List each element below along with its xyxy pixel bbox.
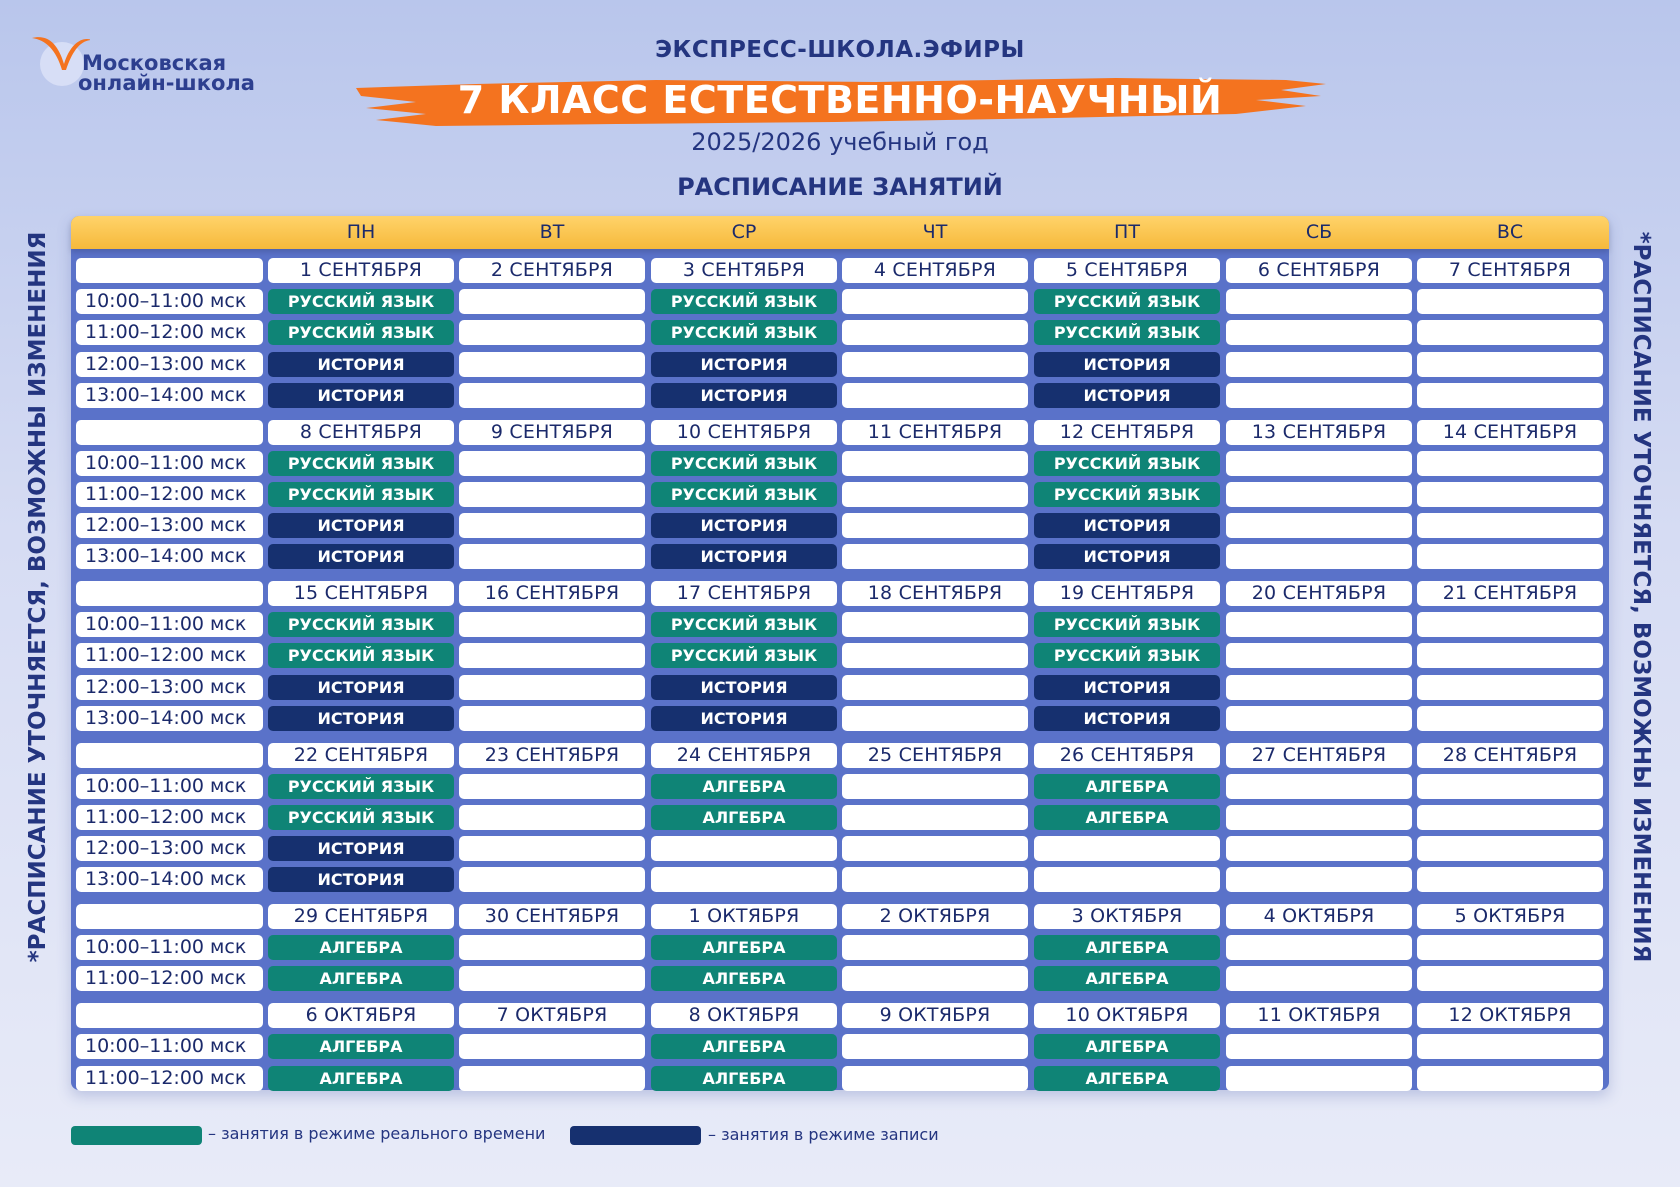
lesson-live: АЛГЕБРА	[1034, 966, 1220, 991]
empty-cell	[1417, 805, 1603, 830]
lesson-live: АЛГЕБРА	[651, 935, 837, 960]
empty-cell	[459, 544, 645, 569]
date-cell: 22 СЕНТЯБРЯ	[268, 743, 454, 768]
lesson-recorded: ИСТОРИЯ	[651, 675, 837, 700]
time-slot: 11:00–12:00 мск	[76, 1066, 263, 1091]
empty-cell	[842, 383, 1028, 408]
date-cell: 25 СЕНТЯБРЯ	[842, 743, 1028, 768]
time-slot: 11:00–12:00 мск	[76, 482, 263, 507]
date-cell: 26 СЕНТЯБРЯ	[1034, 743, 1220, 768]
date-cell: 2 СЕНТЯБРЯ	[459, 258, 645, 283]
date-cell: 27 СЕНТЯБРЯ	[1226, 743, 1412, 768]
lesson-recorded: ИСТОРИЯ	[268, 352, 454, 377]
lesson-recorded: ИСТОРИЯ	[1034, 352, 1220, 377]
lesson-live: РУССКИЙ ЯЗЫК	[268, 774, 454, 799]
lesson-recorded: ИСТОРИЯ	[651, 513, 837, 538]
date-cell: 8 ОКТЯБРЯ	[651, 1003, 837, 1028]
lesson-live: РУССКИЙ ЯЗЫК	[1034, 643, 1220, 668]
lesson-live: АЛГЕБРА	[1034, 1066, 1220, 1091]
empty-cell	[459, 935, 645, 960]
empty-cell	[842, 1066, 1028, 1091]
side-note-right: *РАСПИСАНИЕ УТОЧНЯЕТСЯ, ВОЗМОЖНЫ ИЗМЕНЕНИЯ	[1628, 231, 1654, 963]
empty-cell	[1417, 1034, 1603, 1059]
empty-cell	[459, 706, 645, 731]
empty-cell	[842, 352, 1028, 377]
empty-cell	[842, 706, 1028, 731]
time-slot: 13:00–14:00 мск	[76, 544, 263, 569]
empty-cell	[1417, 675, 1603, 700]
empty-cell	[1226, 935, 1412, 960]
lesson-live: РУССКИЙ ЯЗЫК	[268, 805, 454, 830]
lesson-recorded: ИСТОРИЯ	[1034, 675, 1220, 700]
empty-cell	[1226, 805, 1412, 830]
empty-cell	[1226, 1066, 1412, 1091]
date-cell: 14 СЕНТЯБРЯ	[1417, 420, 1603, 445]
date-cell: 11 СЕНТЯБРЯ	[842, 420, 1028, 445]
time-slot: 11:00–12:00 мск	[76, 320, 263, 345]
empty-cell	[1034, 867, 1220, 892]
empty-cell	[1417, 544, 1603, 569]
empty-cell	[1417, 867, 1603, 892]
empty-cell	[1226, 612, 1412, 637]
lesson-live: АЛГЕБРА	[268, 1066, 454, 1091]
date-cell: 6 ОКТЯБРЯ	[268, 1003, 454, 1028]
empty-cell	[1226, 352, 1412, 377]
page-title: 7 КЛАСС ЕСТЕСТВЕННО-НАУЧНЫЙ	[457, 78, 1223, 122]
lesson-live: АЛГЕБРА	[1034, 935, 1220, 960]
lesson-live: РУССКИЙ ЯЗЫК	[651, 482, 837, 507]
empty-cell	[459, 805, 645, 830]
empty-cell	[1417, 706, 1603, 731]
lesson-live: АЛГЕБРА	[1034, 1034, 1220, 1059]
date-cell: 24 СЕНТЯБРЯ	[651, 743, 837, 768]
lesson-recorded: ИСТОРИЯ	[651, 544, 837, 569]
date-cell: 13 СЕНТЯБРЯ	[1226, 420, 1412, 445]
time-slot: 10:00–11:00 мск	[76, 289, 263, 314]
lesson-live: РУССКИЙ ЯЗЫК	[651, 612, 837, 637]
date-cell: 20 СЕНТЯБРЯ	[1226, 581, 1412, 606]
date-cell: 5 ОКТЯБРЯ	[1417, 904, 1603, 929]
empty-cell	[842, 966, 1028, 991]
empty-cell	[842, 482, 1028, 507]
lesson-recorded: ИСТОРИЯ	[1034, 544, 1220, 569]
week-1-label-blank	[76, 258, 263, 283]
empty-cell	[651, 836, 837, 861]
empty-cell	[1226, 1034, 1412, 1059]
date-cell: 4 СЕНТЯБРЯ	[842, 258, 1028, 283]
empty-cell	[842, 513, 1028, 538]
lesson-recorded: ИСТОРИЯ	[268, 383, 454, 408]
lesson-live: РУССКИЙ ЯЗЫК	[1034, 451, 1220, 476]
empty-cell	[1417, 836, 1603, 861]
week-5-label-blank	[76, 904, 263, 929]
date-cell: 7 СЕНТЯБРЯ	[1417, 258, 1603, 283]
date-cell: 4 ОКТЯБРЯ	[1226, 904, 1412, 929]
legend-live-swatch	[71, 1126, 202, 1145]
empty-cell	[459, 643, 645, 668]
empty-cell	[1226, 482, 1412, 507]
legend-record-swatch	[570, 1126, 701, 1145]
lesson-live: АЛГЕБРА	[651, 805, 837, 830]
date-cell: 19 СЕНТЯБРЯ	[1034, 581, 1220, 606]
date-cell: 2 ОКТЯБРЯ	[842, 904, 1028, 929]
lesson-live: АЛГЕБРА	[651, 1034, 837, 1059]
empty-cell	[459, 1034, 645, 1059]
school-year: 2025/2026 учебный год	[691, 128, 989, 156]
empty-cell	[1226, 383, 1412, 408]
weekday-5: ПТ	[1114, 221, 1140, 243]
empty-cell	[459, 352, 645, 377]
date-cell: 9 СЕНТЯБРЯ	[459, 420, 645, 445]
empty-cell	[459, 513, 645, 538]
empty-cell	[459, 966, 645, 991]
lesson-recorded: ИСТОРИЯ	[651, 706, 837, 731]
lesson-live: РУССКИЙ ЯЗЫК	[651, 643, 837, 668]
date-cell: 10 ОКТЯБРЯ	[1034, 1003, 1220, 1028]
lesson-live: РУССКИЙ ЯЗЫК	[1034, 612, 1220, 637]
date-cell: 7 ОКТЯБРЯ	[459, 1003, 645, 1028]
weekday-2: ВТ	[539, 221, 565, 243]
empty-cell	[1226, 544, 1412, 569]
empty-cell	[459, 383, 645, 408]
empty-cell	[1226, 706, 1412, 731]
empty-cell	[1226, 643, 1412, 668]
lesson-recorded: ИСТОРИЯ	[268, 836, 454, 861]
lesson-live: РУССКИЙ ЯЗЫК	[268, 289, 454, 314]
lesson-live: РУССКИЙ ЯЗЫК	[268, 643, 454, 668]
time-slot: 10:00–11:00 мск	[76, 1034, 263, 1059]
logo-line-2: онлайн-школа	[78, 71, 255, 95]
lesson-live: РУССКИЙ ЯЗЫК	[651, 289, 837, 314]
date-cell: 9 ОКТЯБРЯ	[842, 1003, 1028, 1028]
weekday-header-row	[71, 216, 1609, 249]
lesson-recorded: ИСТОРИЯ	[268, 513, 454, 538]
empty-cell	[842, 451, 1028, 476]
empty-cell	[1417, 352, 1603, 377]
empty-cell	[1417, 935, 1603, 960]
date-cell: 17 СЕНТЯБРЯ	[651, 581, 837, 606]
empty-cell	[1417, 774, 1603, 799]
date-cell: 23 СЕНТЯБРЯ	[459, 743, 645, 768]
date-cell: 11 ОКТЯБРЯ	[1226, 1003, 1412, 1028]
time-slot: 13:00–14:00 мск	[76, 867, 263, 892]
empty-cell	[1417, 643, 1603, 668]
date-cell: 12 СЕНТЯБРЯ	[1034, 420, 1220, 445]
empty-cell	[1417, 1066, 1603, 1091]
empty-cell	[1417, 451, 1603, 476]
time-slot: 10:00–11:00 мск	[76, 774, 263, 799]
empty-cell	[1417, 289, 1603, 314]
time-slot: 10:00–11:00 мск	[76, 612, 263, 637]
empty-cell	[459, 774, 645, 799]
empty-cell	[842, 805, 1028, 830]
lesson-recorded: ИСТОРИЯ	[268, 867, 454, 892]
empty-cell	[651, 867, 837, 892]
empty-cell	[1226, 867, 1412, 892]
time-slot: 10:00–11:00 мск	[76, 935, 263, 960]
time-slot: 10:00–11:00 мск	[76, 451, 263, 476]
lesson-live: РУССКИЙ ЯЗЫК	[268, 482, 454, 507]
lesson-live: РУССКИЙ ЯЗЫК	[1034, 482, 1220, 507]
schedule-heading: РАСПИСАНИЕ ЗАНЯТИЙ	[677, 173, 1003, 201]
empty-cell	[1226, 451, 1412, 476]
lesson-recorded: ИСТОРИЯ	[1034, 706, 1220, 731]
time-slot: 12:00–13:00 мск	[76, 513, 263, 538]
empty-cell	[842, 320, 1028, 345]
empty-cell	[842, 643, 1028, 668]
empty-cell	[842, 289, 1028, 314]
lesson-live: АЛГЕБРА	[1034, 774, 1220, 799]
time-slot: 13:00–14:00 мск	[76, 706, 263, 731]
empty-cell	[1226, 513, 1412, 538]
date-cell: 6 СЕНТЯБРЯ	[1226, 258, 1412, 283]
empty-cell	[1417, 482, 1603, 507]
lesson-recorded: ИСТОРИЯ	[1034, 513, 1220, 538]
empty-cell	[459, 612, 645, 637]
lesson-live: АЛГЕБРА	[268, 935, 454, 960]
empty-cell	[1417, 612, 1603, 637]
empty-cell	[1226, 966, 1412, 991]
lesson-live: РУССКИЙ ЯЗЫК	[1034, 289, 1220, 314]
lesson-live: РУССКИЙ ЯЗЫК	[268, 320, 454, 345]
empty-cell	[1417, 383, 1603, 408]
time-slot: 11:00–12:00 мск	[76, 643, 263, 668]
weekday-7: ВС	[1496, 221, 1524, 243]
date-cell: 18 СЕНТЯБРЯ	[842, 581, 1028, 606]
weekday-3: СР	[731, 221, 757, 243]
weekday-4: ЧТ	[922, 221, 948, 243]
lesson-live: РУССКИЙ ЯЗЫК	[651, 320, 837, 345]
empty-cell	[459, 289, 645, 314]
empty-cell	[459, 320, 645, 345]
empty-cell	[842, 867, 1028, 892]
empty-cell	[842, 836, 1028, 861]
date-cell: 29 СЕНТЯБРЯ	[268, 904, 454, 929]
date-cell: 21 СЕНТЯБРЯ	[1417, 581, 1603, 606]
lesson-recorded: ИСТОРИЯ	[651, 383, 837, 408]
lesson-live: АЛГЕБРА	[268, 1034, 454, 1059]
time-slot: 11:00–12:00 мск	[76, 805, 263, 830]
legend-live-label: – занятия в режиме реального времени	[208, 1124, 546, 1143]
empty-cell	[459, 451, 645, 476]
time-slot: 13:00–14:00 мск	[76, 383, 263, 408]
week-3-label-blank	[76, 581, 263, 606]
lesson-live: АЛГЕБРА	[1034, 805, 1220, 830]
date-cell: 28 СЕНТЯБРЯ	[1417, 743, 1603, 768]
date-cell: 8 СЕНТЯБРЯ	[268, 420, 454, 445]
lesson-live: АЛГЕБРА	[268, 966, 454, 991]
subtitle-express-school: ЭКСПРЕСС-ШКОЛА.ЭФИРЫ	[655, 37, 1025, 63]
empty-cell	[1226, 774, 1412, 799]
empty-cell	[842, 675, 1028, 700]
date-cell: 3 ОКТЯБРЯ	[1034, 904, 1220, 929]
lesson-recorded: ИСТОРИЯ	[268, 706, 454, 731]
empty-cell	[1226, 675, 1412, 700]
date-cell: 12 ОКТЯБРЯ	[1417, 1003, 1603, 1028]
lesson-recorded: ИСТОРИЯ	[268, 675, 454, 700]
lesson-recorded: ИСТОРИЯ	[651, 352, 837, 377]
lesson-live: АЛГЕБРА	[651, 774, 837, 799]
empty-cell	[842, 1034, 1028, 1059]
lesson-live: РУССКИЙ ЯЗЫК	[1034, 320, 1220, 345]
time-slot: 11:00–12:00 мск	[76, 966, 263, 991]
date-cell: 1 ОКТЯБРЯ	[651, 904, 837, 929]
empty-cell	[1226, 320, 1412, 345]
empty-cell	[459, 1066, 645, 1091]
empty-cell	[459, 482, 645, 507]
empty-cell	[842, 774, 1028, 799]
empty-cell	[459, 867, 645, 892]
legend-record-label: – занятия в режиме записи	[708, 1125, 939, 1144]
time-slot: 12:00–13:00 мск	[76, 675, 263, 700]
empty-cell	[459, 675, 645, 700]
date-cell: 3 СЕНТЯБРЯ	[651, 258, 837, 283]
date-cell: 15 СЕНТЯБРЯ	[268, 581, 454, 606]
date-cell: 10 СЕНТЯБРЯ	[651, 420, 837, 445]
weekday-6: СБ	[1305, 221, 1333, 243]
empty-cell	[1417, 966, 1603, 991]
empty-cell	[842, 612, 1028, 637]
week-2-label-blank	[76, 420, 263, 445]
lesson-recorded: ИСТОРИЯ	[1034, 383, 1220, 408]
week-4-label-blank	[76, 743, 263, 768]
empty-cell	[1226, 836, 1412, 861]
lesson-recorded: ИСТОРИЯ	[268, 544, 454, 569]
date-cell: 5 СЕНТЯБРЯ	[1034, 258, 1220, 283]
lesson-live: АЛГЕБРА	[651, 966, 837, 991]
lesson-live: РУССКИЙ ЯЗЫК	[268, 612, 454, 637]
empty-cell	[842, 935, 1028, 960]
weekday-1: ПН	[346, 221, 376, 243]
lesson-live: РУССКИЙ ЯЗЫК	[268, 451, 454, 476]
date-cell: 16 СЕНТЯБРЯ	[459, 581, 645, 606]
lesson-live: РУССКИЙ ЯЗЫК	[651, 451, 837, 476]
date-cell: 1 СЕНТЯБРЯ	[268, 258, 454, 283]
empty-cell	[1226, 289, 1412, 314]
time-slot: 12:00–13:00 мск	[76, 836, 263, 861]
date-cell: 30 СЕНТЯБРЯ	[459, 904, 645, 929]
empty-cell	[1417, 320, 1603, 345]
empty-cell	[1417, 513, 1603, 538]
empty-cell	[1034, 836, 1220, 861]
logo-line-1: Московская	[82, 51, 227, 75]
side-note-left: *РАСПИСАНИЕ УТОЧНЯЕТСЯ, ВОЗМОЖНЫ ИЗМЕНЕНИЯ	[25, 231, 51, 963]
empty-cell	[459, 836, 645, 861]
lesson-live: АЛГЕБРА	[651, 1066, 837, 1091]
week-6-label-blank	[76, 1003, 263, 1028]
empty-cell	[842, 544, 1028, 569]
time-slot: 12:00–13:00 мск	[76, 352, 263, 377]
